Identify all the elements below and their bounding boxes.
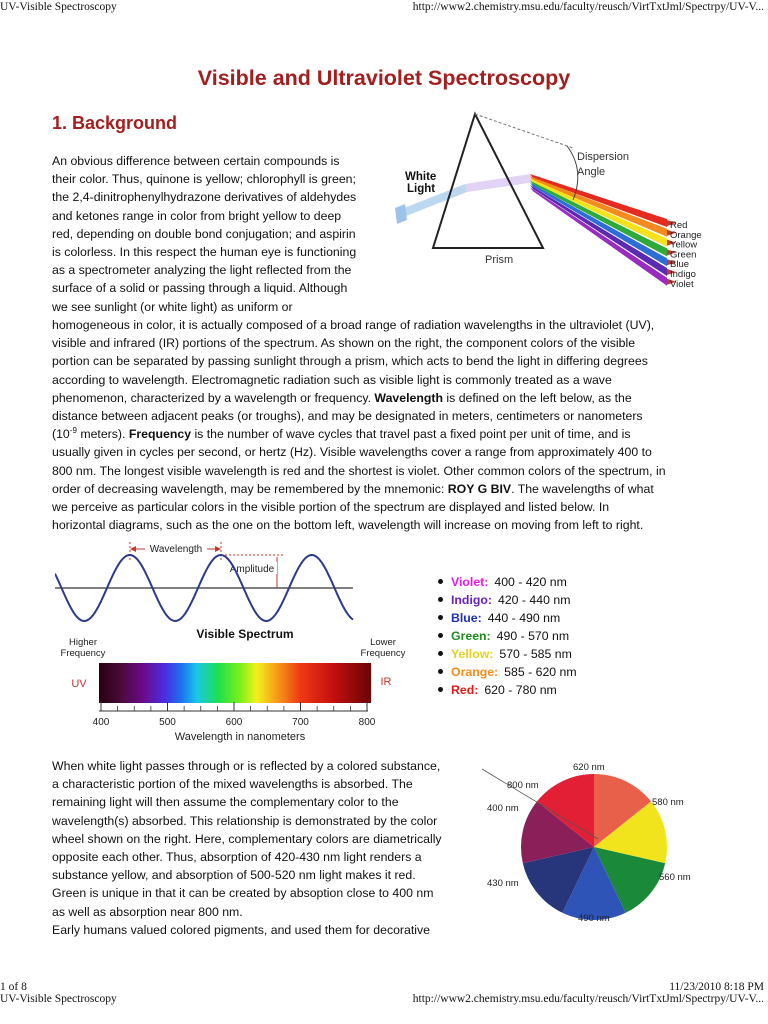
color-name: Orange: [451,665,499,679]
ray-label: Red [670,220,688,231]
text-line: as well as absorption near 800 nm. [52,904,243,919]
text-line: their color. Thus, quinone is yellow; chlorophyll is green; [52,172,356,187]
text-line: as a spectrometer analyzing the light reflected from the [52,263,352,278]
color-range: 620 - 780 nm [484,683,557,697]
text-line: a characteristic portion of the mixed wavelengths is absorbed. The [52,777,413,792]
tick-label: 800 [358,717,376,728]
mnemonic: ROY G BIV [447,481,512,496]
wheel-label: 430 nm [487,878,519,889]
section-heading: 1. Background [52,113,178,133]
text-line: opposite each other. Thus, absorption of 420-430 nm light renders a [52,850,422,865]
lower-frequency-label: Lower [370,637,396,648]
color-range: 585 - 620 nm [504,665,577,679]
footer-timestamp: 11/23/2010 8:18 PM [669,981,764,993]
color-list-item [438,609,577,627]
uv-label: UV [71,678,87,690]
text-line: and ketones range in color from bright yellow to deep [52,208,342,223]
lower-frequency-label: Frequency [360,648,406,659]
text-line: visible and infrared (IR) portions of the spectrum. As shown on the right, the component colors of the visible [52,336,636,351]
ray-label: Green [670,249,697,261]
tick-label: 600 [225,717,243,728]
text-fragment: . The wavelengths of what [511,481,654,496]
ray-label: Orange [670,229,702,241]
text-line: homogeneous in color, it is actually composed of a broad range of radiation wavelengths in the ultraviolet (UV), [52,318,655,332]
dispersion-label: Angle [577,166,606,178]
text-line: surface of a solid or passing through a liquid. Although [52,281,348,296]
text-fragment: (10 [52,427,70,442]
bullet-icon [438,687,443,692]
color-name: Blue: [451,611,482,625]
wheel-label: 800 nm [507,780,539,791]
text-line: 800 nm. The longest visible wavelength is red and the shortest is violet. Other common colors of the spectrum, in [52,463,666,478]
bullet-icon [438,615,443,620]
white-light-label: White [405,171,437,183]
text-fragment: phenomenon, characterized by a wavelength or frequency. [52,390,375,405]
wheel-label: 490 nm [578,913,610,924]
wheel-label: 400 nm [487,803,519,814]
text-line: red, depending on double bond conjugation; and aspirin [52,226,356,241]
wheel-label: 560 nm [659,872,691,883]
text-line [52,480,732,498]
prism-figure [395,108,725,293]
term-frequency: Frequency [128,427,192,442]
higher-frequency-label: Frequency [60,648,106,659]
color-range: 570 - 585 nm [499,647,572,661]
text-line: When white light passes through or is reflected by a colored substance, [52,759,441,773]
wheel-label: 580 nm [652,797,684,808]
color-list-item [438,663,577,681]
text-line: usually given in cycles per second, or hertz (Hz). Visible wavelengths cover a range from approximately 400 to [52,445,652,460]
term-wavelength: Wavelength [374,390,443,405]
bullet-icon [438,579,443,584]
color-name: Violet: [451,575,489,589]
complementary-color-paragraph [52,757,482,939]
text-line: according to wavelength. Electromagnetic radiation such as visible light is commonly treated as a wave [52,372,612,387]
color-range: 400 - 420 nm [494,575,567,589]
color-name: Red: [451,683,479,697]
header-url: http://www2.chemistry.msu.edu/faculty/reusch/VirtTxtJml/Spectrpy/UV-V... [412,1,764,13]
bullet-icon [438,651,443,656]
text-line: An obvious difference between certain compounds is [52,154,340,168]
tick-label: 500 [159,717,176,728]
spectrum-title: Visible Spectrum [196,627,294,641]
color-range: 420 - 440 nm [497,593,571,607]
text-line: portion can be separated by passing sunlight through a prism, which acts to bend the light in differing degrees [52,354,648,369]
color-list-item [438,591,577,609]
wavelength-label: Wavelength [149,544,203,555]
text-fragment: meters). [76,427,129,442]
text-line: we perceive as particular colors in the visible portion of the spectrum are displayed and listed below. In [52,500,610,515]
color-list-item [438,681,577,699]
visible-spectrum-bar [99,663,371,703]
footer-url: http://www2.chemistry.msu.edu/faculty/reusch/VirtTxtJml/Spectrpy/UV-V... [412,993,764,1005]
text-line: Early humans valued colored pigments, and used them for decorative [52,922,430,937]
wheel-label: 620 nm [573,762,605,773]
footer-page-count: 1 of 8 [0,981,27,993]
spectrum-figure [55,538,415,746]
exponent: -9 [69,426,77,436]
white-light-label: Light [407,183,436,195]
text-fragment: order of decreasing wavelength, may be remembered by the mnemonic: [52,481,448,496]
text-line [52,425,732,443]
bullet-icon [438,597,443,602]
color-list-item [438,573,577,591]
tick-label: 700 [292,717,309,728]
color-list-item [438,627,577,645]
ray-label: Indigo [670,269,696,280]
dispersion-label: Dispersion [577,151,629,163]
ir-label: IR [380,676,392,688]
text-line: Green is unique in that it can be created by absoption close to 400 nm [52,886,434,901]
axis-title: Wavelength in nanometers [174,731,306,743]
bullet-icon [438,633,443,638]
text-line [52,389,732,407]
header-page-title: UV-Visible Spectroscopy [0,1,117,13]
text-line: horizontal diagrams, such as the one on the bottom left, wavelength will increase on moving from left to right. [52,518,644,533]
intro-paragraph-full [52,316,732,534]
color-range: 440 - 490 nm [487,611,561,625]
ray-label: Blue [670,259,690,271]
color-range: 490 - 570 nm [496,629,570,643]
ray-label: Violet [670,278,694,290]
text-line: distance between adjacent peaks (or troughs), and may be designated in meters, centimeters or nanometers [52,409,643,424]
footer-page-title: UV-Visible Spectroscopy [0,993,117,1005]
bullet-icon [438,669,443,674]
tick-label: 400 [92,717,110,728]
text-line: wavelength(s) absorbed. This relationship is demonstrated by the color [52,813,438,828]
intro-paragraph-narrow [52,152,392,316]
color-list-item [438,645,577,663]
text-line: remaining light will then assume the complementary color to the [52,795,399,810]
text-line: the 2,4-dinitrophenylhydrazone derivatives of aldehydes [52,190,357,205]
higher-frequency-label: Higher [69,637,97,648]
ir-region [371,663,413,703]
color-name: Indigo: [451,593,492,607]
text-fragment: is the number of wave cycles that travel past a fixed point per unit of time, and is [191,427,631,442]
text-line: we see sunlight (or white light) as uniform or [52,299,293,314]
text-line: wheel shown on the right. Here, complementary colors are diametrically [52,831,442,846]
text-line: is colorless. In this respect the human eye is functioning [52,245,357,260]
color-wheel [521,774,667,920]
page-title: Visible and Ultraviolet Spectroscopy [197,66,571,90]
color-name: Yellow: [451,647,494,661]
text-line: substance yellow, and absorption of 500-520 nm light makes it red. [52,868,416,883]
prism-label: Prism [485,254,514,266]
color-name: Green: [451,629,491,643]
color-wheel-figure [478,755,730,931]
color-wavelength-list [438,573,577,699]
text-fragment: is defined on the left below, as the [442,390,632,405]
ray-label: Yellow [670,239,698,251]
amplitude-label: Amplitude [229,564,275,575]
